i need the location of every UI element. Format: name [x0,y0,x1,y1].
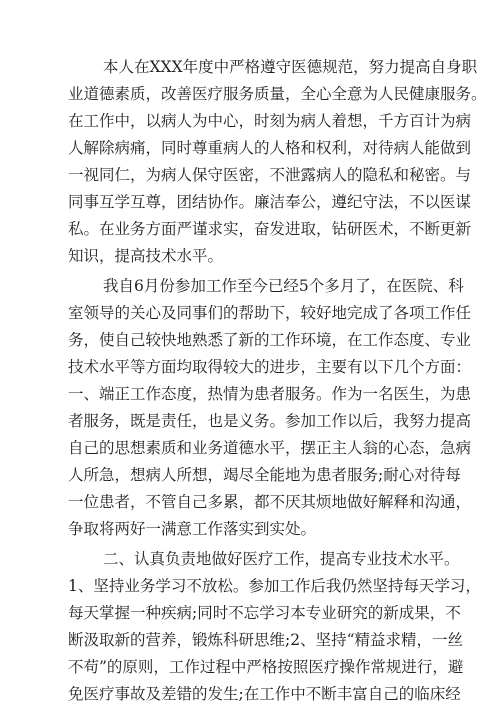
text-line: 自己的思想素质和业务道德水平，摆正主人翁的心态，急病 [68,439,472,457]
text-line: 室领导的关心及同事们的帮助下，较好地完成了各项工作任 [68,304,472,322]
text-line: 一、端正工作态度，热情为患者服务。作为一名医生，为患 [68,385,472,403]
text-line: 者服务，既是责任，也是义务。参加工作以后，我努力提高 [68,412,472,430]
text-line: 人所急，想病人所想，竭尽全能地为患者服务;耐心对待每 [68,466,461,484]
text-line: 争取将两好一满意工作落实到实处。 [68,520,317,538]
text-line: 每天掌握一种疾病;同时不忘学习本专业研究的新成果，不 [68,604,461,622]
text-line: 人解除病痛，同时尊重病人的人格和权利，对待病人能做到 [68,139,472,157]
text-line: 一位患者，不管自己多累，都不厌其烦地做好解释和沟通， [68,493,472,511]
text-line: 务，使自己较快地熟悉了新的工作环境，在工作态度、专业 [68,331,472,349]
text-line: 本人在XXX年度中严格遵守医德规范，努力提高自身职 [103,58,478,76]
text-line: 二、认真负责地做好医疗工作，提高专业技术水平。 [103,550,460,568]
text-line: 私。在业务方面严谨求实，奋发进取，钻研医术，不断更新 [68,220,472,238]
text-line: 同事互学互尊，团结协作。廉洁奉公，遵纪守法，不以医谋 [68,193,472,211]
text-line: 在工作中，以病人为中心，时刻为病人着想，千方百计为病 [68,112,472,130]
text-line: 免医疗事故及差错的发生;在工作中不断丰富自己的临床经 [68,685,461,703]
text-line: 1、坚持业务学习不放松。参加工作后我仍然坚持每天学习， [68,577,481,595]
text-line: 业道德素质，改善医疗服务质量，全心全意为人民健康服务。 [68,85,487,103]
text-line: 一视同仁，为病人保守医密，不泄露病人的隐私和秘密。与 [68,166,472,184]
text-line: 技术水平等方面均取得较大的进步，主要有以下几个方面： [68,358,472,376]
text-line: 断汲取新的营养，锻炼科研思维;2、坚持“精益求精，一丝 [68,631,464,649]
text-line: 我自6月份参加工作至今已经5个多月了，在医院、科 [103,277,464,295]
text-line: 知识，提高技术水平。 [68,247,224,265]
text-line: 不苟”的原则，工作过程中严格按照医疗操作常规进行，避 [68,658,464,676]
